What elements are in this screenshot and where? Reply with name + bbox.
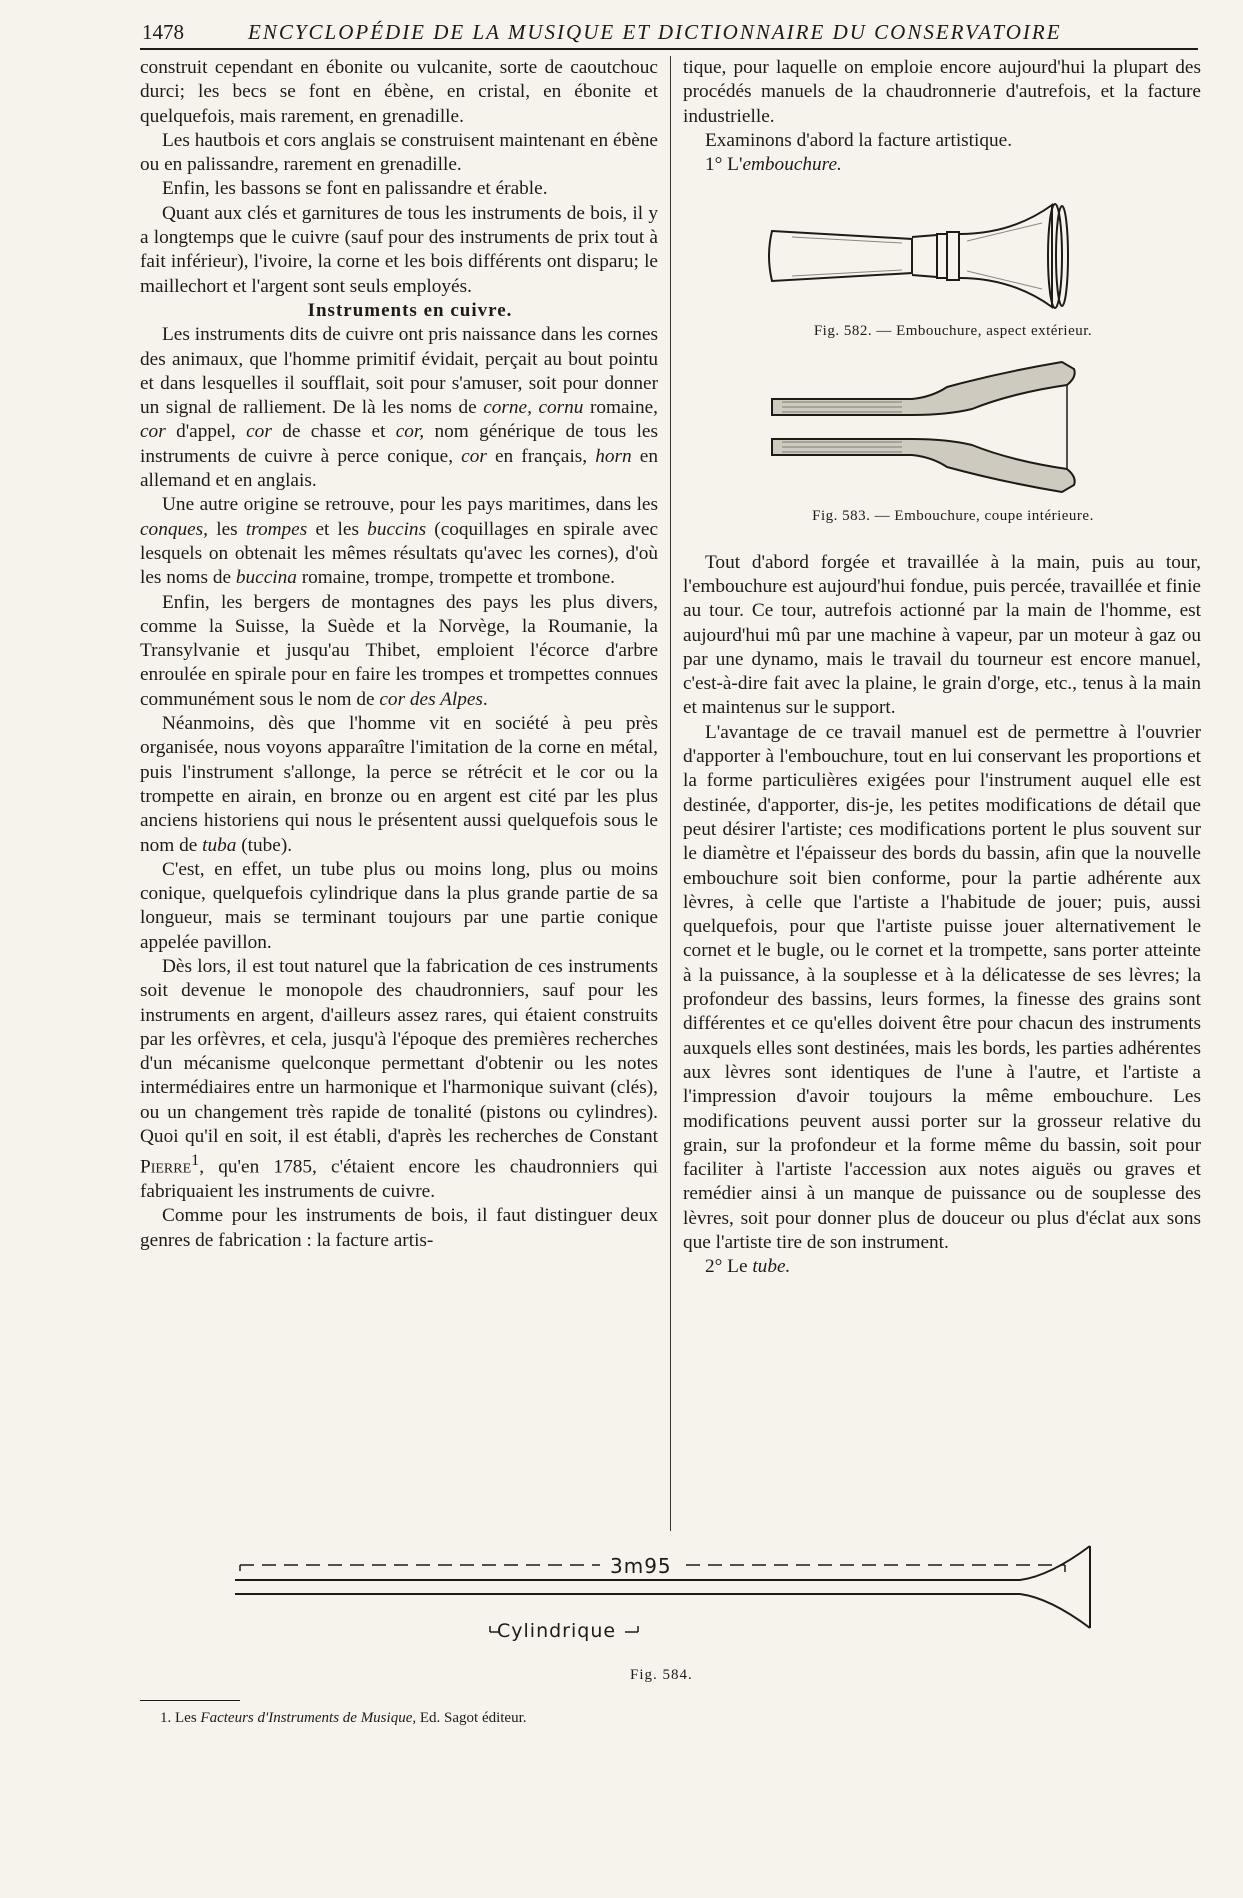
paragraph: Néanmoins, dès que l'homme vit en société à peu près organisée, nous voyons apparaître l'imitation de la corne en métal, puis l'instrument s'allonge, la perce se rétrécit et le cor ou la trompette en airain, en bronze ou en argent est cité par les plus anciens historiens qui nous le présentent aussi quelquefois sous le nom de tuba (tube). <box>140 713 658 856</box>
paragraph: Enfin, les bergers de montagnes des pays les plus divers, comme la Suisse, la Suède et la Norvège, la Roumanie, la Transylvanie et jusqu'au Thibet, emploient l'écorce d'arbre enroulée en spirale pour en faire les trompes et trompettes connues communément sous le nom de cor des Alpes. <box>140 591 658 710</box>
page-number: 1478 <box>142 20 184 44</box>
paragraph: Une autre origine se retrouve, pour les pays maritimes, dans les conques, les trompes et les buccins (coquillages en spirale avec lesquels on obtenait les mêmes résultats qu'avec les cornes), d'où les noms de buccina romaine, trompe, trompette et trombone. <box>140 494 658 589</box>
mouthpiece-exterior-illustration <box>762 201 1122 311</box>
paragraph: Enfin, les bassons se font en palissandre et érable. <box>162 178 548 200</box>
cylindrical-section-label: Cylindrique <box>497 1620 617 1642</box>
footnote: 1. Les Facteurs d'Instruments de Musique, Ed. Sagot éditeur. <box>160 1710 527 1726</box>
figure-583 <box>683 357 1201 529</box>
figure-caption: Fig. 582. — Embouchure, aspect extérieur. <box>813 322 1093 339</box>
paragraph: Tout d'abord forgée et travaillée à la main, puis au tour, l'embouchure est aujourd'hui fondue, puis percée, travaillée et finie au tour. Ce tour, autrefois actionné par la main de l'homme, est aujourd'hui mû par une machine à vapeur, par un moteur à gaz ou par une dynamo, mais le travail du tourneur est encore manuel, c'est-à-dire fait avec la plaine, le grain d'orge, etc., tenus à la main et maintenus sur le support. <box>683 551 1201 719</box>
section-heading: Instruments en cuivre. <box>307 299 513 321</box>
paragraph: 2° Le tube. <box>705 1256 791 1278</box>
right-column <box>683 56 1201 1280</box>
figure-caption: Fig. 583. — Embouchure, coupe intérieure. <box>812 508 1094 525</box>
paragraph: Comme pour les instruments de bois, il faut distinguer deux genres de fabrication : la facture artis- <box>140 1205 658 1251</box>
paragraph: Quant aux clés et garnitures de tous les instruments de bois, il y a longtemps que le cuivre (sauf pour des instruments de prix tout à fait inférieur), l'ivoire, la corne et les bois différents ont disparu; le maillechort et l'argent sont seuls employés. <box>140 202 658 297</box>
running-title: ENCYCLOPÉDIE DE LA MUSIQUE ET DICTIONNAIRE DU CONSERVATOIRE <box>248 20 1062 44</box>
paragraph: Dès lors, il est tout naturel que la fabrication de ces instruments soit devenue le monopole des chaudronniers, sauf pour les instruments en argent, d'ailleurs assez rares, qui étaient construits par les orfèvres, et cela, jusqu'à l'époque des premières recherches d'un mécanisme quelconque permettant d'obtenir ou les notes intermédiaires entre un harmonique et l'harmonique suivant (clés), ou un changement très rapide de tonalité (pistons ou cylindres). Quoi qu'il en soit, il est établi, d'après les recherches de Constant Pierre$^1$, qu'en 1785, c'étaient encore les chaudronniers qui fabriquaient les instruments de cuivre. <box>140 955 658 1203</box>
paragraph: L'avantage de ce travail manuel est de permettre à l'ouvrier d'apporter à l'embouchure, tout en lui conservant les proportions et la forme particulières exigées pour l'instrument auquel elle est destinée, d'apporter, dis-je, les petites modifications de détail que peut désirer l'artiste; ces modifications portent le plus souvent sur le diamètre et l'épaisseur des bords du bassin, afin que la nouvelle embouchure soit bien conforme, pour la partie adhérente aux lèvres, à celle que l'artiste a l'habitude de jouer; puis, aussi quelquefois, pour que l'artiste puisse jouer alternativement le cornet et le bugle, ou le cornet et la trompette, sans porter atteinte à la puissance, à la souplesse et à la délicatesse de ses lèvres; la profondeur des bassins, leurs formes, la finesse des grains sont différentes et ce qu'elles doivent être pour chacun des instruments auxquels elles sont destinées, mais les bords, les parties adhérentes aux lèvres sont identiques de l'une à l'autre, et l'artiste a l'impression d'avoir toujours la même embouchure. Les modifications peuvent aussi porter sur la grosseur relative du grain, sur la profondeur et la forme même du bassin, soit pour faciliter à l'artiste l'accession aux notes aiguës ou graves et remédier ainsi à un manque de puissance ou de souplesse des lèvres, soit pour donner plus de douceur ou plus d'éclat aux sons que l'artiste tire de son instrument. <box>683 721 1201 1253</box>
paragraph: Les instruments dits de cuivre ont pris naissance dans les cornes des animaux, que l'homme primitif évidait, perçait au bout pointu et dans lesquelles il soufflait, soit pour s'amuser, soit pour donner un signal de ralliement. De là les noms de corne, cornu romaine, cor d'appel, cor de chasse et cor, nom générique de tous les instruments de cuivre à perce conique, cor en français, horn en allemand et en anglais. <box>140 324 658 492</box>
figure-584 <box>230 1538 1100 1688</box>
left-column <box>140 56 658 1253</box>
header-rule <box>140 48 1198 50</box>
column-divider <box>670 56 671 1531</box>
paragraph: tique, pour laquelle on emploie encore aujourd'hui la plupart des procédés manuels de la chaudronnerie d'autrefois, et la facture industrielle. <box>683 57 1201 127</box>
paragraph: 1° L'embouchure. <box>705 154 842 176</box>
figure-caption: Fig. 584. <box>630 1667 693 1683</box>
paragraph: Examinons d'abord la facture artistique. <box>705 129 1013 151</box>
tube-length-label: 3m95 <box>610 1554 672 1578</box>
paragraph: Les hautbois et cors anglais se construisent maintenant en ébène ou en palissandre, rarement en grenadille. <box>140 129 658 176</box>
footnote-ref: 1 <box>191 1152 200 1170</box>
author-name: Pierre <box>140 1156 192 1178</box>
paragraph: C'est, en effet, un tube plus ou moins long, plus ou moins conique, quelquefois cylindrique dans la plus grande partie de sa longueur, mais se terminant toujours par une partie conique appelée pavillon. <box>140 858 658 953</box>
page-header <box>140 16 1198 50</box>
figure-582 <box>683 201 1201 343</box>
paragraph: construit cependant en ébonite ou vulcanite, sorte de caoutchouc durci; les becs se font en ébène, en cristal, en ébonite et quelquefois, mais rarement, en grenadille. <box>140 57 658 127</box>
footnote-rule <box>140 1700 240 1701</box>
mouthpiece-cross-section-illustration <box>762 357 1122 497</box>
